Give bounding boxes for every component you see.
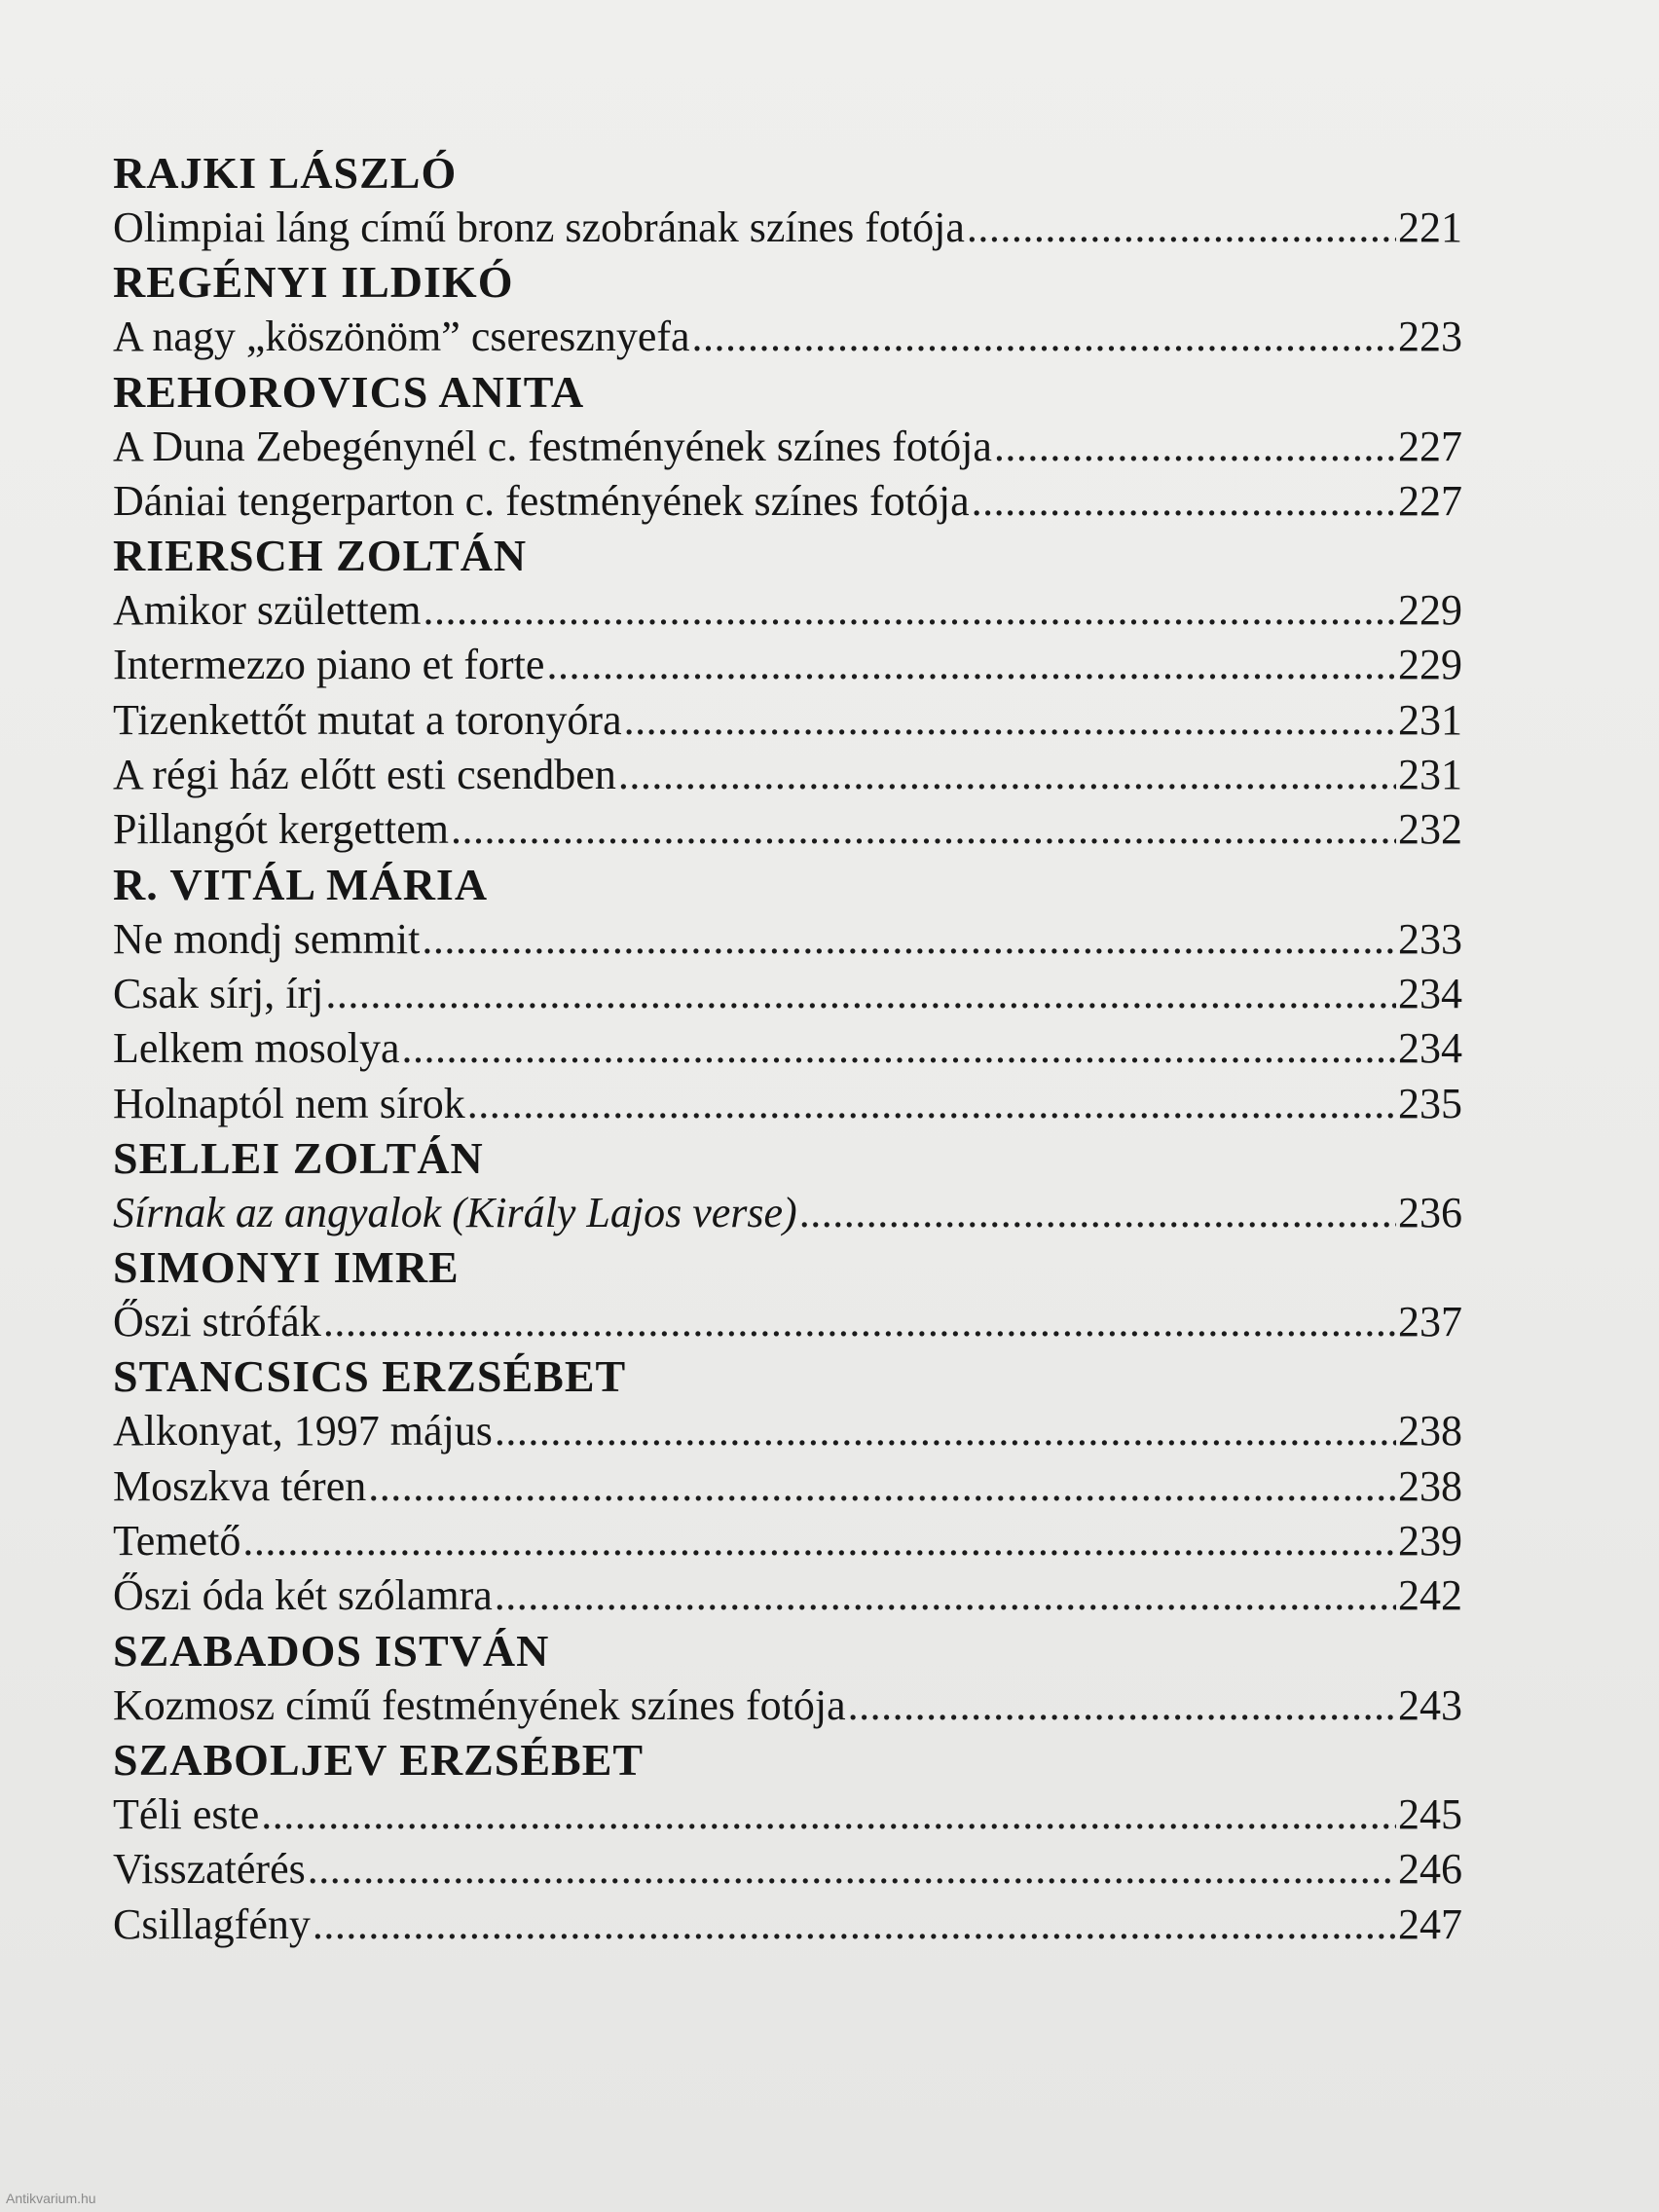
toc-entry xyxy=(113,638,1462,692)
author-heading: REGÉNYI ILDIKÓ xyxy=(113,257,514,308)
entry-title: Holnaptól nem sírok xyxy=(113,1079,465,1127)
toc-entry xyxy=(113,1898,1462,1952)
dot-leader xyxy=(368,1459,1396,1514)
dot-leader xyxy=(308,1842,1396,1897)
entry-title: Kozmosz című festményének színes fotója xyxy=(113,1680,846,1729)
page-number: 234 xyxy=(1398,1024,1462,1073)
dot-leader xyxy=(313,1898,1396,1952)
toc-entry xyxy=(113,1077,1462,1131)
page-number: 242 xyxy=(1398,1571,1462,1620)
entry-title: Pillangót kergettem xyxy=(113,805,450,854)
dot-leader xyxy=(994,420,1396,474)
toc-entry xyxy=(113,1186,1462,1240)
page-number: 233 xyxy=(1398,914,1462,963)
entry-title: Olimpiai láng című bronz szobrának színes fotója xyxy=(113,203,965,251)
page-number: 229 xyxy=(1398,641,1462,689)
toc-entry xyxy=(113,1678,1462,1733)
page-number: 227 xyxy=(1398,476,1462,525)
toc-entry xyxy=(113,310,1462,364)
dot-leader xyxy=(261,1788,1396,1842)
entry-title: Temető xyxy=(113,1517,241,1566)
toc-entry xyxy=(113,201,1462,255)
dot-leader xyxy=(799,1186,1396,1240)
toc-entry xyxy=(113,967,1462,1021)
dot-leader xyxy=(242,1514,1396,1568)
author-heading: RAJKI LÁSZLÓ xyxy=(113,148,458,198)
toc-entry xyxy=(113,693,1462,748)
toc-entry xyxy=(113,748,1462,802)
toc-entry xyxy=(113,1021,1462,1076)
page-number: 245 xyxy=(1398,1789,1462,1838)
entry-title: Őszi strófák xyxy=(113,1298,321,1346)
page-number: 243 xyxy=(1398,1680,1462,1729)
toc-entry xyxy=(113,1568,1462,1623)
toc-entry xyxy=(113,912,1462,967)
entry-title: Téli este xyxy=(113,1789,260,1838)
toc-entry xyxy=(113,1842,1462,1897)
entry-title: Sírnak az angyalok (Király Lajos verse) xyxy=(113,1188,797,1236)
page-number: 232 xyxy=(1398,805,1462,854)
toc-entry xyxy=(113,420,1462,474)
page-number: 231 xyxy=(1398,751,1462,799)
entry-title: Tizenkettőt mutat a toronyóra xyxy=(113,695,622,744)
dot-leader xyxy=(848,1678,1396,1733)
toc-entry xyxy=(113,802,1462,857)
page-number: 246 xyxy=(1398,1845,1462,1894)
page-number: 237 xyxy=(1398,1298,1462,1346)
author-heading: SZABADOS ISTVÁN xyxy=(113,1625,550,1676)
dot-leader xyxy=(402,1021,1397,1076)
dot-leader xyxy=(323,1295,1396,1349)
entry-title: A régi ház előtt esti csendben xyxy=(113,751,616,799)
dot-leader xyxy=(424,583,1397,638)
entry-title: Moszkva téren xyxy=(113,1461,367,1510)
author-heading: REHOROVICS ANITA xyxy=(113,366,585,417)
entry-title: Amikor születtem xyxy=(113,586,422,635)
author-heading: STANCSICS ERZSÉBET xyxy=(113,1351,627,1402)
page-number: 236 xyxy=(1398,1188,1462,1236)
dot-leader xyxy=(451,802,1396,857)
author-heading: RIERSCH ZOLTÁN xyxy=(113,531,528,581)
entry-title: Lelkem mosolya xyxy=(113,1024,400,1073)
author-heading: SELLEI ZOLTÁN xyxy=(113,1132,484,1183)
author-heading: SIMONYI IMRE xyxy=(113,1242,460,1293)
entry-title: A nagy „köszönöm” cseresznyefa xyxy=(113,313,690,361)
entry-title: Csillagfény xyxy=(113,1899,311,1948)
page-number: 223 xyxy=(1398,313,1462,361)
toc-entry xyxy=(113,474,1462,529)
entry-title: A Duna Zebegénynél c. festményének színes fotója xyxy=(113,422,992,470)
entry-title: Intermezzo piano et forte xyxy=(113,641,545,689)
dot-leader xyxy=(692,310,1396,364)
toc-entry xyxy=(113,583,1462,638)
page-number: 235 xyxy=(1398,1079,1462,1127)
entry-title: Ne mondj semmit xyxy=(113,914,421,963)
dot-leader xyxy=(967,201,1396,255)
dot-leader xyxy=(495,1568,1396,1623)
page-number: 238 xyxy=(1398,1407,1462,1456)
table-of-contents xyxy=(113,146,1462,1952)
dot-leader xyxy=(325,967,1396,1021)
entry-title: Visszatérés xyxy=(113,1845,306,1894)
entry-title: Alkonyat, 1997 május xyxy=(113,1407,493,1456)
dot-leader xyxy=(546,638,1396,692)
dot-leader xyxy=(495,1404,1396,1458)
toc-entry xyxy=(113,1788,1462,1842)
entry-title: Dániai tengerparton c. festményének színes fotója xyxy=(113,476,970,525)
page-number: 229 xyxy=(1398,586,1462,635)
page-number: 221 xyxy=(1398,203,1462,251)
toc-entry xyxy=(113,1295,1462,1349)
author-heading: R. VITÁL MÁRIA xyxy=(113,859,489,909)
page-number: 227 xyxy=(1398,422,1462,470)
dot-leader xyxy=(467,1077,1396,1131)
entry-title: Őszi óda két szólamra xyxy=(113,1571,493,1620)
toc-entry xyxy=(113,1404,1462,1458)
watermark: Antikvarium.hu xyxy=(6,2191,96,2206)
page-number: 239 xyxy=(1398,1517,1462,1566)
page-number: 234 xyxy=(1398,969,1462,1017)
author-heading: SZABOLJEV ERZSÉBET xyxy=(113,1734,645,1785)
toc-entry xyxy=(113,1459,1462,1514)
page-number: 247 xyxy=(1398,1899,1462,1948)
dot-leader xyxy=(618,748,1396,802)
dot-leader xyxy=(422,912,1396,967)
page-number: 231 xyxy=(1398,695,1462,744)
dot-leader xyxy=(624,693,1396,748)
entry-title: Csak sírj, írj xyxy=(113,969,324,1017)
dot-leader xyxy=(972,474,1396,529)
page-number: 238 xyxy=(1398,1461,1462,1510)
toc-entry xyxy=(113,1514,1462,1568)
